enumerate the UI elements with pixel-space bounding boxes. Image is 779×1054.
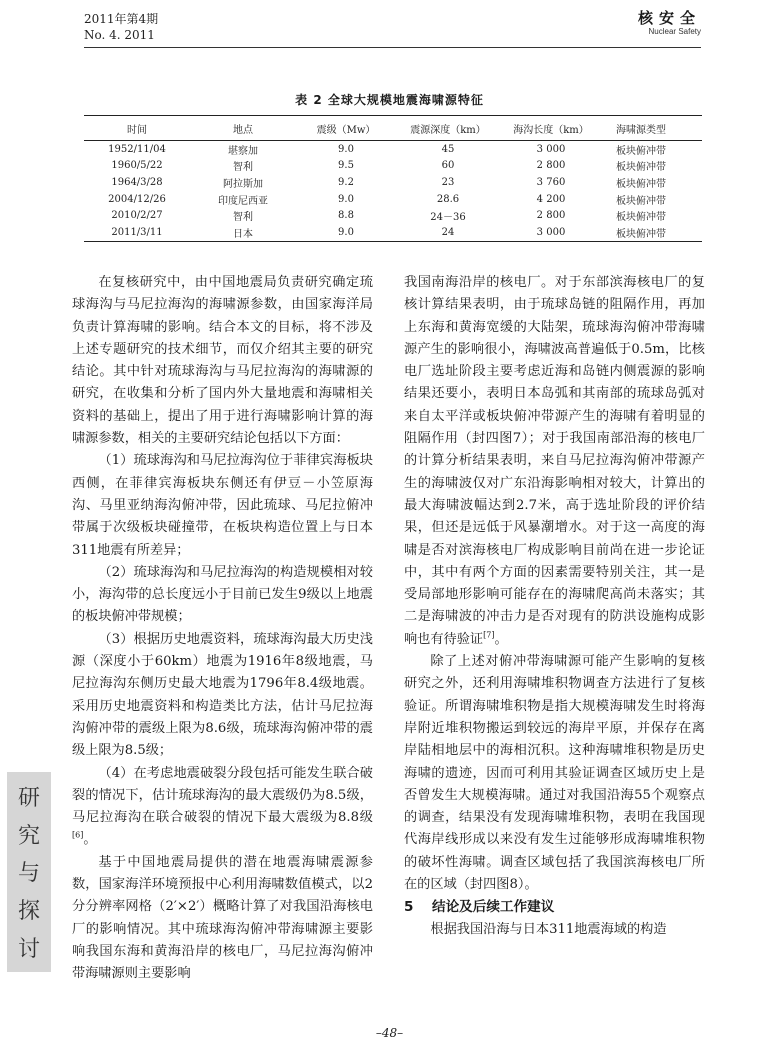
journal-title-en: Nuclear Safety — [648, 27, 701, 36]
col-header-trench-length: 海沟长度（km） — [500, 116, 602, 141]
tsunami-source-table — [84, 115, 702, 242]
cell-trench-length: 3 000 — [500, 224, 602, 241]
cell-magnitude: 9.2 — [338, 176, 354, 188]
paragraph-text: （4）在考虑地震破裂分段包括可能发生联合破裂的情况下，估计琉球海沟的最大震级仍为8.5级，马尼拉海沟在联合破裂的情况下最大震级为8.8级 — [72, 765, 373, 826]
cell-location: 智利 — [233, 162, 253, 174]
table-row — [84, 141, 702, 158]
cell-depth: 28.6 — [436, 193, 460, 205]
page-number: –48– — [375, 1026, 404, 1040]
cell-trench-length: 4 200 — [536, 193, 566, 205]
col-header-magnitude: 震级（Mw） — [296, 116, 396, 141]
paragraph: （2）琉球海沟和马尼拉海沟的构造规模相对较小，海沟带的总长度远小于目前已发生9级以上地震的板块俯冲带规模； — [72, 564, 373, 625]
paragraph: 除了上述对俯冲带海啸源可能产生影响的复核研究之外，还利用海啸堆积物调查方法进行了复核验证。所谓海啸堆积物是指大规模海啸发生时将海岸附近堆积物搬运到较远的海岸平原，并保存在离岸陆相地层中的海相沉积。这种海啸堆积物是历史海啸的遗迹，因而可利用其验证调查区域历史上是否曾发生大规模海啸。通过对我国沿海55个观察点的调查，结果没有发现海啸堆积物，表明在我国现代海岸线形成以来没有发生过能够形成海啸堆积物的破坏性海啸。调查区域包括了我国滨海核电厂所在的区域（封四图8）。 — [404, 654, 705, 893]
cell-source-type: 板块俯冲带 — [602, 224, 702, 241]
col-header-source-type: 海啸源类型 — [602, 116, 702, 141]
citation-ref[interactable]: [7] — [483, 630, 495, 640]
side-tab-char: 研 — [17, 786, 40, 812]
table-row — [84, 158, 702, 175]
paragraph: 根据我国沿海与日本311地震海域的构造 — [430, 921, 667, 937]
cell-depth: 24 — [396, 224, 500, 241]
issue-en: No. 4. 2011 — [84, 28, 155, 42]
cell-depth: 60 — [441, 160, 455, 172]
cell-time: 1964/3/28 — [111, 176, 163, 188]
paragraph: （1）琉球海沟和马尼拉海沟位于菲律宾海板块西侧，在菲律宾海板块东侧还有伊豆－小笠原海沟、马里亚纳海沟俯冲带，因此琉球、马尼拉俯冲带属于次级板块碰撞带，在板块构造位置上与日本311地震有所差异； — [72, 453, 373, 558]
section-number: 5 — [404, 899, 414, 916]
paragraph: 基于中国地震局提供的潜在地震海啸震源参数，国家海洋环境预报中心利用海啸数值模式，以2分分辨率网格（2′×2′）概略计算了对我国沿海核电厂的影响情况。其中琉球海沟俯冲带海啸源主要影响我国东海和黄海沿岸的核电厂，马尼拉海沟俯冲带海啸源则主要影响 — [72, 854, 373, 982]
cell-trench-length: 2 800 — [536, 210, 566, 222]
col-header-location: 地点 — [190, 116, 296, 141]
left-column — [72, 272, 373, 986]
cell-source-type: 板块俯冲带 — [616, 212, 666, 224]
side-tab-char: 讨 — [17, 936, 40, 962]
cell-time: 1952/11/04 — [108, 143, 166, 155]
cell-source-type: 板块俯冲带 — [616, 178, 666, 190]
table-header-row — [84, 116, 702, 141]
journal-title: 核安全 — [637, 9, 701, 27]
paragraph-end: 。 — [83, 832, 97, 848]
cell-magnitude: 9.0 — [338, 193, 354, 205]
header-rule — [84, 47, 701, 48]
cell-time: 2004/12/26 — [108, 193, 166, 205]
paragraph-end: 。 — [494, 631, 508, 647]
issue-info — [84, 11, 158, 43]
paragraph-text: 我国南海沿岸的核电厂。对于东部滨海核电厂的复核计算结果表明，由于琉球岛链的阻隔作用，再加上东海和黄海宽缓的大陆架，琉球海沟俯冲带海啸源产生的影响很小，海啸波高普遍低于0.5m，比核电厂选址阶段主要考虑近海和岛链内侧震源的影响结果还要小，表明日本岛弧和其南部的琉球岛弧对来自太平洋或板块俯冲带源产生的海啸有着明显的阻隔作用（封四图7）；对于我国南部沿海的核电厂的计算分析结果表明，来自马尼拉海沟俯冲带源产生的海啸波仅对广东沿海影响相对较大，计算出的最大海啸波幅达到2.7米，高于选址阶段的评价结果，但还是远低于风暴潮增水。对于这一高度的海啸是否对滨海核电厂构成影响目前尚在进一步论证中，其中有两个方面的因素需要特别关注，其一是受局部地形影响可能存在的海啸爬高尚未落实；其二是海啸波的冲击力是否对现有的防洪设施构成影响也有待验证 — [404, 275, 705, 647]
cell-time: 2010/2/27 — [111, 210, 163, 222]
side-tab-char: 究 — [17, 823, 40, 849]
table-caption: 表 2 全球大规模地震海啸源特征 — [295, 93, 484, 107]
cell-magnitude: 9.5 — [338, 160, 354, 172]
cell-trench-length: 2 800 — [536, 160, 566, 172]
paragraph: 在复核研究中，由中国地震局负责研究确定琉球海沟与马尼拉海沟的海啸源参数，由国家海洋局负责计算海啸的影响。结合本文的目标，将不涉及上述专题研究的技术细节，而仅介绍其主要的研究结论。其中针对琉球海沟与马尼拉海沟的海啸源的研究，在收集和分析了国内外大量地震和海啸相关资料的基础上，提出了用于进行海啸影响计算的海啸源参数，相关的主要研究结论包括以下方面： — [72, 275, 373, 447]
cell-magnitude: 9.0 — [296, 224, 396, 241]
cell-time: 2011/3/11 — [84, 224, 190, 241]
cell-source-type: 板块俯冲带 — [616, 195, 666, 207]
col-header-depth: 震源深度（km） — [396, 116, 500, 141]
issue-cn: 2011年第4期 — [84, 12, 159, 26]
cell-depth: 23 — [441, 176, 455, 188]
cell-depth: 24－36 — [430, 212, 466, 224]
cell-location: 智利 — [233, 212, 253, 224]
cell-time: 1960/5/22 — [111, 160, 163, 172]
cell-trench-length: 3 760 — [536, 176, 566, 188]
section-heading — [404, 896, 705, 918]
cell-location: 堪察加 — [228, 145, 258, 157]
cell-location: 日本 — [190, 224, 296, 241]
paragraph: （3）根据历史地震资料，琉球海沟最大历史浅源（深度小于60km）地震为1916年8级地震，马尼拉海沟东侧历史最大地震为1796年8.4级地震。采用历史地震资料和构造类比方法，估计马尼拉海沟俯冲带的震级上限为8.6级，琉球海沟俯冲带的震级上限为8.5级； — [72, 631, 373, 759]
section-title: 结论及后续工作建议 — [432, 899, 555, 916]
cell-source-type: 板块俯冲带 — [616, 145, 666, 157]
table-row — [84, 174, 702, 191]
cell-location: 阿拉斯加 — [223, 178, 263, 190]
cell-location: 印度尼西亚 — [218, 195, 268, 207]
citation-ref[interactable]: [6] — [72, 831, 84, 841]
right-column — [404, 272, 705, 941]
table-row — [84, 191, 702, 208]
cell-magnitude: 8.8 — [338, 210, 354, 222]
table-row — [84, 224, 702, 241]
cell-trench-length: 3 000 — [536, 143, 566, 155]
side-tab-char: 与 — [17, 861, 40, 887]
cell-depth: 45 — [441, 143, 455, 155]
paragraph — [72, 763, 373, 852]
cell-magnitude: 9.0 — [338, 143, 354, 155]
journal-info — [638, 9, 701, 37]
side-tab-char: 探 — [17, 899, 40, 925]
paragraph — [404, 272, 705, 651]
col-header-time: 时间 — [84, 116, 190, 141]
section-side-tab — [7, 772, 51, 972]
cell-source-type: 板块俯冲带 — [616, 162, 666, 174]
table-row — [84, 207, 702, 224]
